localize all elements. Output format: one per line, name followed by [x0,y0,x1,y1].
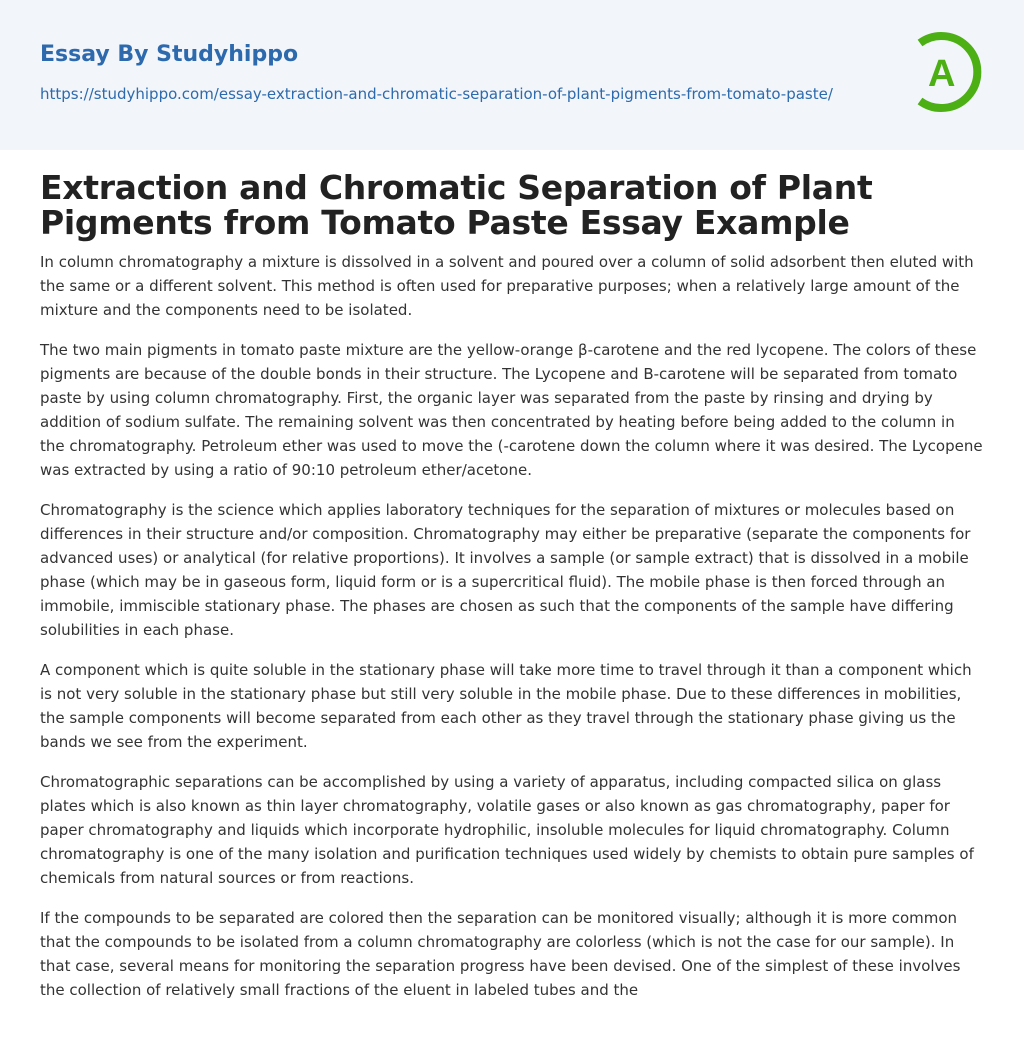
paragraph: The two main pigments in tomato paste mixture are the yellow-orange β-carotene and the red lycopene. The colors of these pigments are because of the double bonds in their structure. The Lycopene and B-carotene will be separated from tomato paste by using column chromatography. First, the organic layer was separated from the paste by rinsing and drying by addition of sodium sulfate. The remaining solvent was then concentrated by heating before being added to the column in the chromatography. Petroleum ether was used to move the (-carotene down the column where it was desired. The Lycopene was extracted by using a ratio of 90:10 petroleum ether/acetone. [40,341,983,479]
logo-icon[interactable] [900,30,984,114]
paragraph: In column chromatography a mixture is dissolved in a solvent and poured over a column of solid adsorbent then eluted with the same or a different solvent. This method is often used for preparative purposes; when a relatively large amount of the mixture and the components need to be isolated. [40,253,974,319]
article [0,150,1024,1002]
logo-letter: A [928,53,956,95]
brand-title[interactable]: Essay By Studyhippo [40,42,299,67]
paragraph: Chromatography is the science which applies laboratory techniques for the separation of mixtures or molecules based on differences in their structure and/or composition. Chromatography may either be preparative (separate the components for advanced uses) or analytical (for relative proportions). It involves a sample (or sample extract) that is dissolved in a mobile phase (which may be in gaseous form, liquid form or is a supercritical fluid). The mobile phase is then forced through an immobile, immiscible stationary phase. The phases are chosen as such that the components of the sample have differing solubilities in each phase. [40,501,971,639]
essay-url-link[interactable]: https://studyhippo.com/essay-extraction-and-chromatic-separation-of-plant-pigments-from-tomato-paste/ [40,85,833,103]
site-header [0,0,1024,150]
paragraph: Chromatographic separations can be accomplished by using a variety of apparatus, including compacted silica on glass plates which is also known as thin layer chromatography, volatile gases or also known as gas chromatography, paper for paper chromatography and liquids which incorporate hydrophilic, insoluble molecules for liquid chromatography. Column chromatography is one of the many isolation and purification techniques used widely by chemists to obtain pure samples of chemicals from natural sources or from reactions. [40,773,974,887]
paragraph: A component which is quite soluble in the stationary phase will take more time to travel through it than a component which is not very soluble in the stationary phase but still very soluble in the mobile phase. Due to these differences in mobilities, the sample components will become separated from each other as they travel through the stationary phase giving us the bands we see from the experiment. [40,661,972,751]
page-title: Extraction and Chromatic Separation of Plant Pigments from Tomato Paste Essay Example [40,168,873,242]
paragraph: If the compounds to be separated are colored then the separation can be monitored visually; although it is more common that the compounds to be isolated from a column chromatography are colorless (which is not the case for our sample). In that case, several means for monitoring the separation progress have been devised. One of the simplest of these involves the collection of relatively small fractions of the eluent in labeled tubes and the [40,909,961,999]
